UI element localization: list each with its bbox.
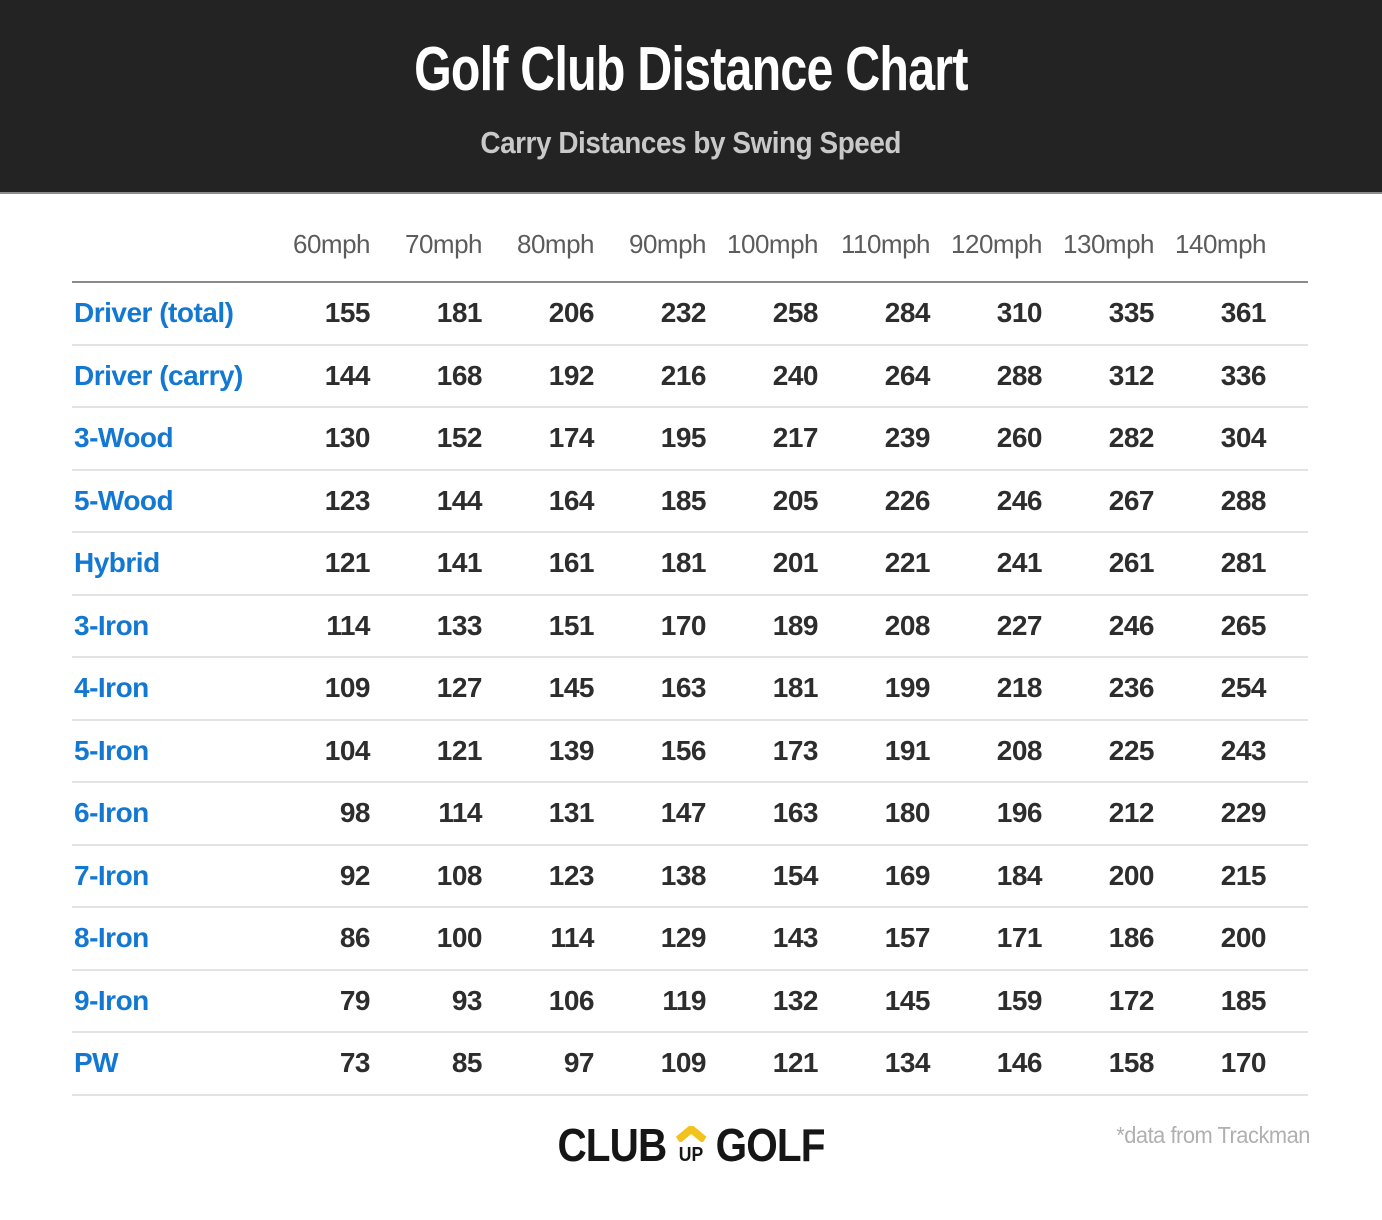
club-label: 4-Iron (74, 672, 149, 704)
distance-cell: 147 (660, 797, 706, 829)
distance-cell: 146 (996, 1047, 1042, 1079)
distance-cell: 100 (436, 922, 482, 954)
table-row (72, 657, 1308, 720)
distance-cell: 217 (772, 422, 818, 454)
distance-cell: 158 (1108, 1047, 1154, 1079)
club-label: 9-Iron (74, 984, 149, 1016)
distance-cell: 264 (884, 359, 930, 391)
distance-cell: 104 (324, 734, 370, 766)
distance-cell: 246 (996, 484, 1042, 516)
distance-cell: 152 (436, 422, 482, 454)
table-row (72, 845, 1308, 908)
distance-cell: 106 (548, 984, 594, 1016)
table-row (72, 345, 1308, 408)
table-header-row (72, 194, 1308, 282)
club-label: Driver (carry) (74, 359, 243, 391)
distance-cell: 201 (772, 547, 818, 579)
distance-cell: 181 (436, 297, 482, 329)
distance-cell: 121 (324, 547, 370, 579)
distance-cell: 189 (772, 609, 818, 641)
distance-cell: 221 (884, 547, 930, 579)
distance-cell: 168 (436, 359, 482, 391)
header-banner (0, 0, 1382, 194)
distance-cell: 239 (884, 422, 930, 454)
distance-cell: 199 (884, 672, 930, 704)
table-row (72, 782, 1308, 845)
distance-cell: 73 (339, 1047, 370, 1079)
distance-cell: 181 (772, 672, 818, 704)
distance-cell: 336 (1220, 359, 1266, 391)
distance-cell: 131 (548, 797, 594, 829)
speed-column-header: 80mph (517, 228, 594, 259)
speed-column-header: 140mph (1175, 228, 1266, 259)
logo-up-stack (674, 1126, 707, 1165)
distance-cell: 145 (884, 984, 930, 1016)
distance-cell: 267 (1108, 484, 1154, 516)
club-label: 7-Iron (74, 859, 149, 891)
distance-cell: 171 (996, 922, 1042, 954)
distance-cell: 232 (660, 297, 706, 329)
distance-cell: 196 (996, 797, 1042, 829)
distance-cell: 200 (1220, 922, 1266, 954)
distance-cell: 260 (996, 422, 1042, 454)
club-label: Driver (total) (74, 297, 234, 329)
distance-cell: 144 (436, 484, 482, 516)
distance-cell: 86 (339, 922, 370, 954)
speed-column-header: 60mph (293, 228, 370, 259)
distance-cell: 79 (339, 984, 370, 1016)
logo-word-golf: GOLF (715, 1118, 825, 1171)
distance-cell: 108 (436, 859, 482, 891)
distance-cell: 181 (660, 547, 706, 579)
logo-word-club: CLUB (557, 1118, 667, 1171)
club-up-golf-logo (557, 1118, 825, 1171)
distance-table (72, 194, 1308, 1096)
table-container (0, 194, 1382, 1096)
club-label: 6-Iron (74, 797, 149, 829)
distance-cell: 335 (1108, 297, 1154, 329)
table-row (72, 470, 1308, 533)
speed-column-header: 120mph (951, 228, 1042, 259)
distance-cell: 155 (324, 297, 370, 329)
distance-cell: 229 (1220, 797, 1266, 829)
distance-cell: 139 (548, 734, 594, 766)
distance-cell: 169 (884, 859, 930, 891)
distance-cell: 170 (660, 609, 706, 641)
distance-cell: 185 (660, 484, 706, 516)
distance-cell: 173 (772, 734, 818, 766)
distance-cell: 130 (324, 422, 370, 454)
distance-cell: 114 (550, 922, 594, 954)
distance-cell: 254 (1220, 672, 1266, 704)
distance-cell: 218 (996, 672, 1042, 704)
page-title: Golf Club Distance Chart (414, 34, 968, 104)
distance-cell: 174 (548, 422, 594, 454)
club-label: PW (74, 1047, 119, 1079)
table-row (72, 1032, 1308, 1095)
distance-cell: 206 (548, 297, 594, 329)
club-label: 3-Wood (74, 422, 174, 454)
distance-cell: 163 (772, 797, 818, 829)
distance-cell: 282 (1108, 422, 1154, 454)
source-note: *data from Trackman (1116, 1121, 1310, 1148)
distance-cell: 154 (772, 859, 818, 891)
club-label: 5-Iron (74, 734, 149, 766)
distance-cell: 361 (1220, 297, 1266, 329)
distance-cell: 216 (660, 359, 706, 391)
table-row (72, 907, 1308, 970)
distance-cell: 208 (884, 609, 930, 641)
distance-cell: 109 (660, 1047, 706, 1079)
distance-cell: 288 (1220, 484, 1266, 516)
distance-cell: 164 (548, 484, 594, 516)
logo-word-up: UP (678, 1143, 704, 1166)
speed-column-header: 90mph (629, 228, 706, 259)
table-row (72, 407, 1308, 470)
speed-column-header: 130mph (1063, 228, 1154, 259)
table-row (72, 595, 1308, 658)
table-body (72, 282, 1308, 1095)
speed-column-header: 70mph (405, 228, 482, 259)
distance-cell: 143 (772, 922, 818, 954)
distance-cell: 241 (996, 547, 1042, 579)
distance-cell: 114 (438, 797, 482, 829)
distance-cell: 227 (996, 609, 1042, 641)
distance-cell: 258 (772, 297, 818, 329)
distance-cell: 180 (884, 797, 930, 829)
distance-cell: 304 (1220, 422, 1266, 454)
distance-cell: 121 (772, 1047, 818, 1079)
distance-cell: 184 (996, 859, 1042, 891)
distance-cell: 195 (660, 422, 706, 454)
distance-cell: 226 (884, 484, 930, 516)
distance-cell: 129 (660, 922, 706, 954)
club-label: 3-Iron (74, 609, 149, 641)
club-label: Hybrid (74, 547, 160, 579)
distance-cell: 138 (660, 859, 706, 891)
distance-cell: 156 (660, 734, 706, 766)
distance-cell: 186 (1108, 922, 1154, 954)
page-subtitle: Carry Distances by Swing Speed (480, 124, 902, 160)
club-label: 5-Wood (74, 484, 174, 516)
table-row (72, 720, 1308, 783)
corner-cell (72, 194, 268, 282)
distance-cell: 121 (436, 734, 482, 766)
distance-cell: 109 (324, 672, 370, 704)
distance-cell: 261 (1108, 547, 1154, 579)
distance-cell: 312 (1108, 359, 1154, 391)
distance-cell: 310 (996, 297, 1042, 329)
distance-cell: 93 (451, 984, 482, 1016)
distance-cell: 205 (772, 484, 818, 516)
distance-cell: 191 (884, 734, 930, 766)
distance-cell: 192 (548, 359, 594, 391)
table-row (72, 532, 1308, 595)
distance-cell: 132 (772, 984, 818, 1016)
distance-cell: 144 (324, 359, 370, 391)
distance-cell: 98 (339, 797, 370, 829)
chevron-up-icon (674, 1126, 707, 1142)
distance-cell: 281 (1220, 547, 1266, 579)
distance-cell: 225 (1108, 734, 1154, 766)
distance-cell: 163 (660, 672, 706, 704)
distance-cell: 172 (1108, 984, 1154, 1016)
distance-cell: 246 (1108, 609, 1154, 641)
distance-cell: 284 (884, 297, 930, 329)
distance-cell: 123 (548, 859, 594, 891)
distance-cell: 200 (1108, 859, 1154, 891)
footer (0, 1096, 1382, 1220)
distance-cell: 170 (1220, 1047, 1266, 1079)
distance-cell: 127 (436, 672, 482, 704)
table-row (72, 282, 1308, 345)
distance-cell: 145 (548, 672, 594, 704)
distance-cell: 243 (1220, 734, 1266, 766)
speed-column-header: 100mph (727, 228, 818, 259)
distance-cell: 134 (884, 1047, 930, 1079)
distance-cell: 212 (1108, 797, 1154, 829)
distance-cell: 97 (563, 1047, 594, 1079)
club-label: 8-Iron (74, 922, 149, 954)
distance-cell: 151 (548, 609, 594, 641)
distance-cell: 92 (339, 859, 370, 891)
distance-cell: 141 (436, 547, 482, 579)
distance-cell: 157 (884, 922, 930, 954)
distance-cell: 161 (548, 547, 594, 579)
distance-cell: 123 (324, 484, 370, 516)
distance-cell: 85 (451, 1047, 482, 1079)
distance-cell: 119 (662, 984, 706, 1016)
distance-cell: 240 (772, 359, 818, 391)
distance-cell: 185 (1220, 984, 1266, 1016)
distance-cell: 159 (996, 984, 1042, 1016)
distance-cell: 236 (1108, 672, 1154, 704)
distance-cell: 133 (436, 609, 482, 641)
speed-column-header: 110mph (840, 228, 930, 259)
distance-cell: 265 (1220, 609, 1266, 641)
distance-cell: 288 (996, 359, 1042, 391)
table-row (72, 970, 1308, 1033)
distance-cell: 114 (326, 609, 370, 641)
distance-cell: 208 (996, 734, 1042, 766)
distance-cell: 215 (1220, 859, 1266, 891)
